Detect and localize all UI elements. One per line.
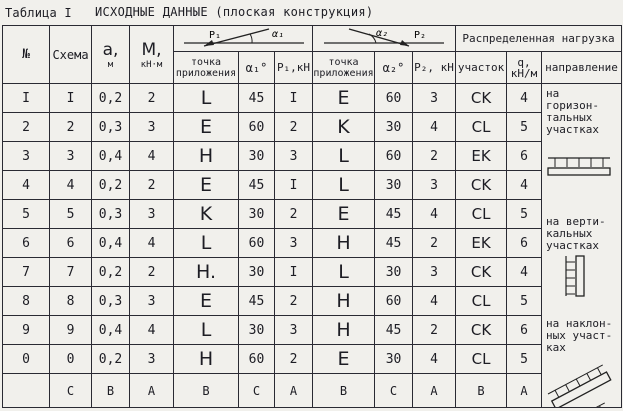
- footer-cell: B: [92, 374, 130, 408]
- footer-cell: B: [456, 374, 507, 408]
- cell-section: CK: [456, 84, 507, 113]
- cell-point1: E: [174, 171, 239, 200]
- cell-a: 0,3: [92, 200, 130, 229]
- cell-p2: 4: [413, 200, 456, 229]
- cell-p2: 4: [413, 113, 456, 142]
- cell-section: EK: [456, 142, 507, 171]
- table-row: [3, 84, 622, 113]
- inclined-load-icon: [546, 356, 620, 408]
- cell-p1: 3: [275, 316, 313, 345]
- vertical-load-icon: [546, 254, 612, 298]
- table-row: [3, 345, 622, 374]
- cell-p2: 3: [413, 171, 456, 200]
- alpha2-header: α₂°: [375, 52, 413, 84]
- cell-point1: H.: [174, 258, 239, 287]
- cell-number: 9: [3, 316, 50, 345]
- cell-alpha1: 60: [239, 229, 275, 258]
- cell-point2: E: [313, 200, 375, 229]
- cell-p1: 2: [275, 113, 313, 142]
- cell-p1: I: [275, 171, 313, 200]
- cell-alpha1: 30: [239, 316, 275, 345]
- cell-point2: L: [313, 171, 375, 200]
- cell-number: 0: [3, 345, 50, 374]
- cell-point1: L: [174, 84, 239, 113]
- cell-m: 4: [130, 316, 174, 345]
- cell-section: CL: [456, 113, 507, 142]
- cell-number: 2: [3, 113, 50, 142]
- cell-m: 2: [130, 258, 174, 287]
- cell-p2: 3: [413, 84, 456, 113]
- cell-scheme: 5: [50, 200, 92, 229]
- cell-scheme: 9: [50, 316, 92, 345]
- cell-alpha2: 30: [375, 113, 413, 142]
- cell-number: 8: [3, 287, 50, 316]
- cell-number: 5: [3, 200, 50, 229]
- input-data-table: [2, 25, 622, 408]
- cell-m: 3: [130, 345, 174, 374]
- footer-cell: A: [275, 374, 313, 408]
- footer-cell: A: [130, 374, 174, 408]
- table-title: ИСХОДНЫЕ ДАННЫЕ (плоская конструкция): [95, 5, 374, 19]
- footer-cell: A: [413, 374, 456, 408]
- direction-column: [542, 84, 622, 408]
- cell-number: 7: [3, 258, 50, 287]
- cell-point2: K: [313, 113, 375, 142]
- footer-cell: A: [507, 374, 542, 408]
- a-unit: м: [107, 59, 114, 70]
- cell-p2: 4: [413, 287, 456, 316]
- cell-point1: E: [174, 113, 239, 142]
- cell-number: 6: [3, 229, 50, 258]
- alpha1-label: α₁: [272, 29, 285, 40]
- table-row: [3, 287, 622, 316]
- cell-scheme: 4: [50, 171, 92, 200]
- cell-point2: E: [313, 84, 375, 113]
- table-row: [3, 171, 622, 200]
- cell-a: 0,4: [92, 229, 130, 258]
- cell-p1: I: [275, 84, 313, 113]
- cell-number: 3: [3, 142, 50, 171]
- cell-a: 0,2: [92, 258, 130, 287]
- cell-m: 3: [130, 287, 174, 316]
- cell-alpha1: 30: [239, 258, 275, 287]
- cell-section: EK: [456, 229, 507, 258]
- cell-alpha2: 30: [375, 258, 413, 287]
- cell-q: 6: [507, 229, 542, 258]
- cell-p1: 3: [275, 229, 313, 258]
- table-row: [3, 142, 622, 171]
- cell-a: 0,2: [92, 84, 130, 113]
- cell-p2: 2: [413, 142, 456, 171]
- cell-alpha1: 30: [239, 142, 275, 171]
- point2-header: точка приложения: [313, 52, 375, 84]
- distributed-load-header: Распределенная нагрузка: [456, 26, 622, 52]
- cell-alpha2: 60: [375, 84, 413, 113]
- m-symbol: M,: [141, 39, 162, 60]
- section-header: участок: [456, 52, 507, 84]
- cell-q: 5: [507, 200, 542, 229]
- cell-a: 0,3: [92, 113, 130, 142]
- col-number-header: №: [3, 26, 50, 84]
- footer-cell: C: [239, 374, 275, 408]
- cell-alpha2: 30: [375, 345, 413, 374]
- a-symbol: a,: [102, 39, 119, 60]
- footer-cell: [3, 374, 50, 408]
- footer-cell: C: [50, 374, 92, 408]
- cell-alpha1: 45: [239, 84, 275, 113]
- cell-alpha1: 60: [239, 113, 275, 142]
- cell-alpha2: 45: [375, 316, 413, 345]
- cell-scheme: 8: [50, 287, 92, 316]
- footer-cell: B: [174, 374, 239, 408]
- cell-scheme: I: [50, 84, 92, 113]
- cell-scheme: 6: [50, 229, 92, 258]
- cell-q: 4: [507, 258, 542, 287]
- q-header: q, кН/м: [507, 52, 542, 84]
- cell-alpha2: 30: [375, 171, 413, 200]
- cell-p1: 2: [275, 345, 313, 374]
- cell-scheme: 7: [50, 258, 92, 287]
- m-unit: кН·м: [140, 59, 163, 70]
- cell-alpha1: 45: [239, 287, 275, 316]
- cell-number: I: [3, 84, 50, 113]
- table-row: [3, 229, 622, 258]
- cell-alpha1: 45: [239, 171, 275, 200]
- cell-point1: H: [174, 142, 239, 171]
- cell-a: 0,3: [92, 287, 130, 316]
- cell-point2: H: [313, 316, 375, 345]
- cell-p2: 2: [413, 229, 456, 258]
- table-row: [3, 258, 622, 287]
- cell-section: CK: [456, 258, 507, 287]
- direction-vertical-label: на верти- кальных участках: [546, 215, 606, 252]
- cell-point2: E: [313, 345, 375, 374]
- cell-alpha1: 60: [239, 345, 275, 374]
- cell-p2: 2: [413, 316, 456, 345]
- cell-alpha2: 60: [375, 142, 413, 171]
- p1-label: P₁: [209, 30, 222, 41]
- cell-point2: L: [313, 258, 375, 287]
- cell-alpha2: 60: [375, 287, 413, 316]
- col-scheme-header: Схема: [50, 26, 92, 84]
- footer-cell: C: [375, 374, 413, 408]
- cell-section: CK: [456, 171, 507, 200]
- cell-alpha1: 30: [239, 200, 275, 229]
- force-p1-diagram: [174, 26, 313, 50]
- cell-p1: 2: [275, 287, 313, 316]
- cell-p2: 4: [413, 345, 456, 374]
- cell-point1: H: [174, 345, 239, 374]
- col-m-header: [130, 26, 174, 84]
- cell-m: 4: [130, 142, 174, 171]
- cell-q: 6: [507, 316, 542, 345]
- cell-scheme: 0: [50, 345, 92, 374]
- cell-point1: E: [174, 287, 239, 316]
- cell-p1: 2: [275, 200, 313, 229]
- cell-m: 2: [130, 84, 174, 113]
- cell-q: 4: [507, 171, 542, 200]
- force-p2-header: [313, 26, 456, 52]
- cell-q: 5: [507, 345, 542, 374]
- cell-section: CL: [456, 345, 507, 374]
- cell-a: 0,4: [92, 142, 130, 171]
- cell-scheme: 3: [50, 142, 92, 171]
- cell-a: 0,4: [92, 316, 130, 345]
- table-caption: Таблица I: [5, 6, 72, 20]
- direction-inclined-label: на наклон- ных участ- ках: [546, 317, 613, 354]
- p2-kn-header: P₂, кН: [413, 52, 456, 84]
- cell-point1: L: [174, 229, 239, 258]
- table-row: [3, 113, 622, 142]
- cell-section: CL: [456, 200, 507, 229]
- cell-alpha2: 45: [375, 200, 413, 229]
- table-row: [3, 316, 622, 345]
- col-a-header: [92, 26, 130, 84]
- point1-header: точка приложения: [174, 52, 239, 84]
- cell-m: 3: [130, 113, 174, 142]
- cell-p1: 3: [275, 142, 313, 171]
- cell-number: 4: [3, 171, 50, 200]
- cell-point2: H: [313, 287, 375, 316]
- cell-m: 3: [130, 200, 174, 229]
- cell-point1: K: [174, 200, 239, 229]
- cell-p1: I: [275, 258, 313, 287]
- cell-p2: 3: [413, 258, 456, 287]
- cell-q: 5: [507, 287, 542, 316]
- cell-q: 4: [507, 84, 542, 113]
- p2-label: P₂: [414, 30, 427, 41]
- p1-kn-header: P₁,кН: [275, 52, 313, 84]
- alpha1-header: α₁°: [239, 52, 275, 84]
- cell-a: 0,2: [92, 345, 130, 374]
- footer-row: [3, 374, 622, 408]
- table-row: [3, 200, 622, 229]
- alpha2-label: α₂: [376, 28, 389, 39]
- force-p1-header: [174, 26, 313, 52]
- cell-alpha2: 45: [375, 229, 413, 258]
- force-p2-diagram: [314, 26, 454, 50]
- horizontal-load-icon: [546, 154, 612, 180]
- cell-m: 4: [130, 229, 174, 258]
- cell-q: 5: [507, 113, 542, 142]
- cell-a: 0,2: [92, 171, 130, 200]
- cell-scheme: 2: [50, 113, 92, 142]
- direction-horizontal-label: на горизон- тальных участках: [546, 87, 599, 136]
- cell-section: CL: [456, 287, 507, 316]
- footer-cell: B: [313, 374, 375, 408]
- cell-point1: L: [174, 316, 239, 345]
- direction-header: направление: [542, 52, 622, 84]
- cell-q: 6: [507, 142, 542, 171]
- cell-point2: H: [313, 229, 375, 258]
- cell-section: CK: [456, 316, 507, 345]
- cell-m: 2: [130, 171, 174, 200]
- cell-point2: L: [313, 142, 375, 171]
